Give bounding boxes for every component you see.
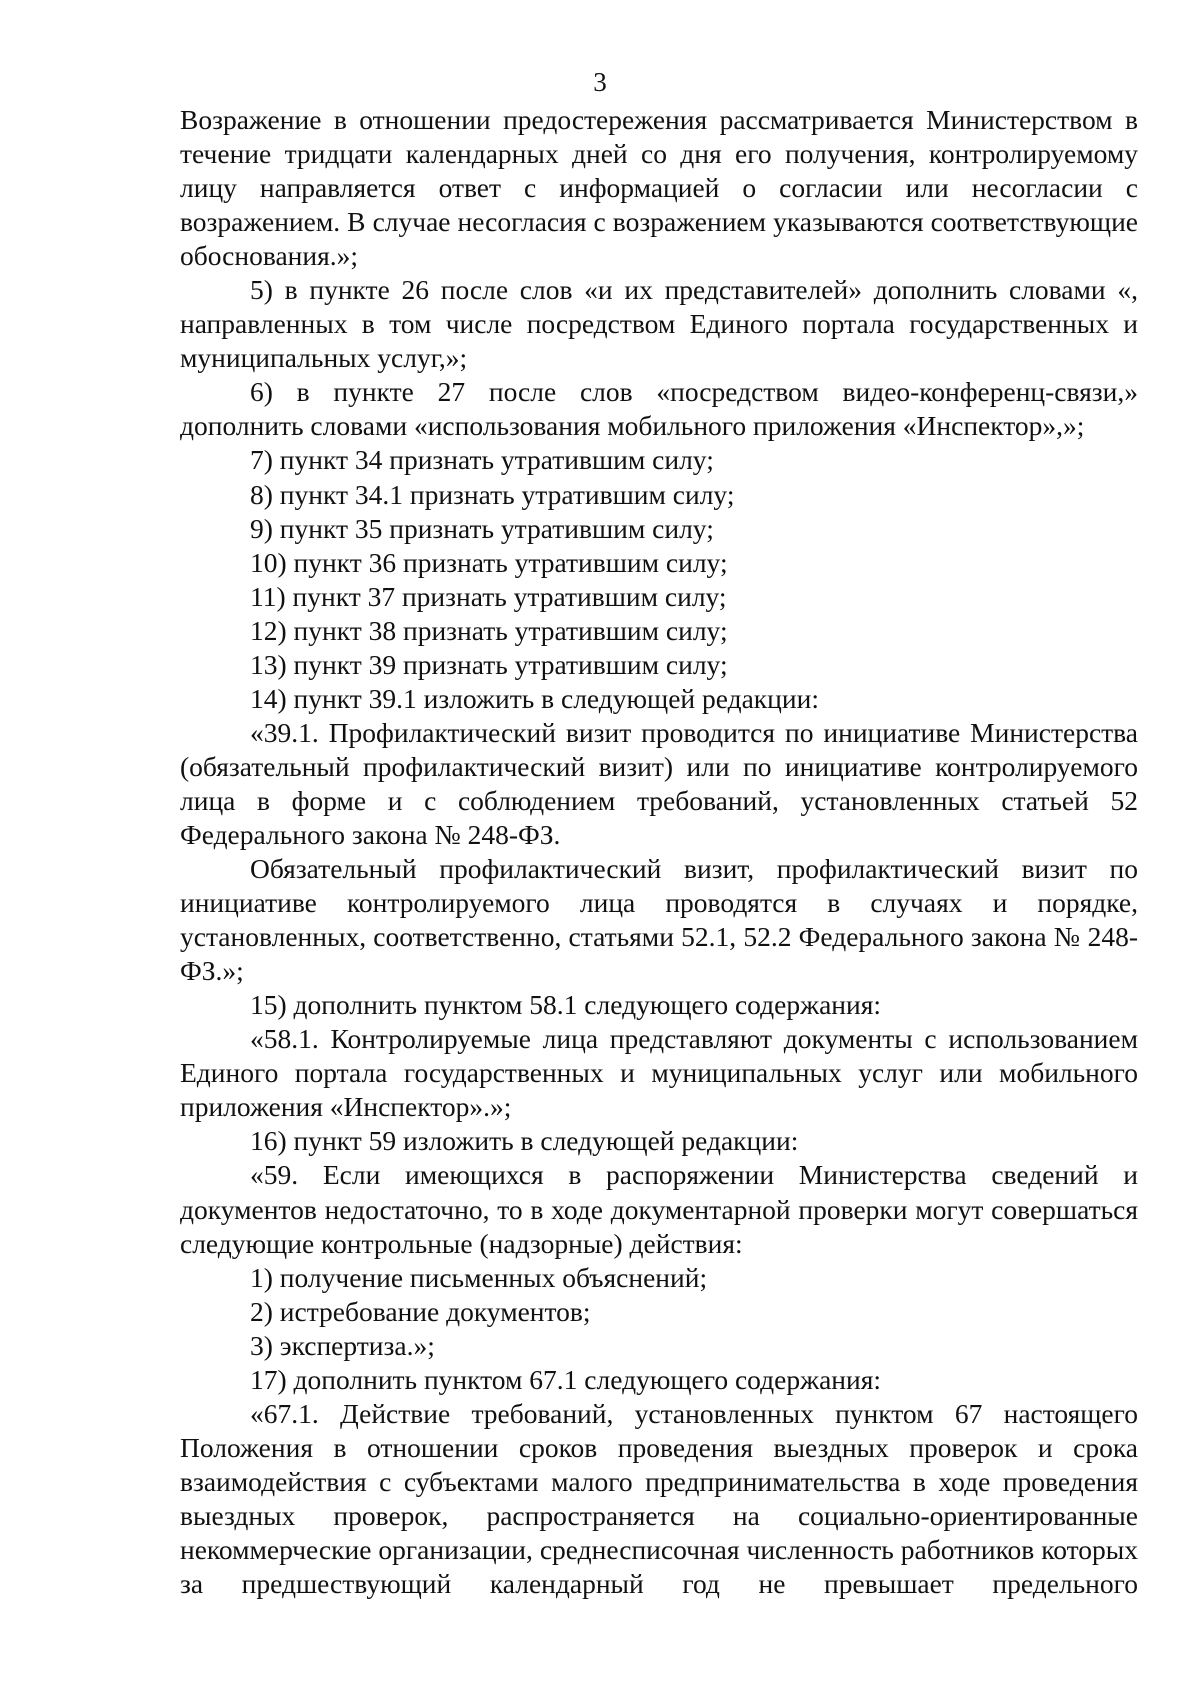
- document-body: [180, 103, 1138, 1601]
- paragraph-action-3: 3) экспертиза.»;: [250, 1329, 435, 1361]
- paragraph-mandatory-visit: Обязательный профилактический визит, профилактический визит по инициативе контролируемого лица проводятся в случаях и порядке, установленных, соответственно, статьями 52.1, 52.2 Федерального закона № 248-ФЗ.»;: [180, 853, 1138, 987]
- paragraph-item-7: 7) пункт 34 признать утратившим силу;: [250, 444, 714, 476]
- paragraph-item-6: 6) в пункте 27 после слов «посредством видео-конференц-связи,» дополнить словами «использования мобильного приложения «Инспектор»,»;: [180, 376, 1138, 442]
- paragraph-clause-67-1: «67.1. Действие требований, установленных пунктом 67 настоящего Положения в отношении сроков проведения выездных проверок и срока взаимодействия с субъектами малого предпринимательства в ходе проведения выездных проверок, распространяется на социально-ориентированные некоммерческие организации, среднесписочная численность работников которых за предшествующий календарный год не превышает предельного: [180, 1397, 1138, 1600]
- paragraph-objection-review: Возражение в отношении предостережения рассматривается Министерством в течение тридцати календарных дней со дня его получения, контролируемому лицу направляется ответ с информацией о согласии или несогласии с возражением. В случае несогласия с возражением указываются соответствующие обоснования.»;: [180, 104, 1138, 272]
- paragraph-item-13: 13) пункт 39 признать утратившим силу;: [250, 648, 728, 680]
- paragraph-item-17: 17) дополнить пунктом 67.1 следующего содержания:: [250, 1363, 882, 1395]
- paragraph-action-2: 2) истребование документов;: [250, 1295, 591, 1327]
- paragraph-item-14: 14) пункт 39.1 изложить в следующей редакции:: [250, 682, 819, 714]
- paragraph-item-12: 12) пункт 38 признать утратившим силу;: [250, 614, 728, 646]
- paragraph-item-5: 5) в пункте 26 после слов «и их представителей» дополнить словами «, направленных в том числе посредством Единого портала государственных и муниципальных услуг,»;: [180, 274, 1138, 374]
- paragraph-item-8: 8) пункт 34.1 признать утратившим силу;: [250, 478, 735, 510]
- paragraph-clause-58-1: «58.1. Контролируемые лица представляют документы с использованием Единого портала государственных и муниципальных услуг или мобильного приложения «Инспектор».»;: [180, 1023, 1138, 1123]
- paragraph-action-1: 1) получение письменных объяснений;: [250, 1261, 708, 1293]
- paragraph-item-11: 11) пункт 37 признать утратившим силу;: [250, 580, 727, 612]
- paragraph-clause-59: «59. Если имеющихся в распоряжении Министерства сведений и документов недостаточно, то в ходе документарной проверки могут совершаться следующие контрольные (надзорные) действия:: [180, 1159, 1138, 1259]
- paragraph-item-16: 16) пункт 59 изложить в следующей редакции:: [250, 1125, 799, 1157]
- paragraph-item-10: 10) пункт 36 признать утратившим силу;: [250, 546, 728, 578]
- paragraph-item-9: 9) пункт 35 признать утратившим силу;: [250, 512, 714, 544]
- page-number: 3: [593, 67, 607, 97]
- paragraph-item-15: 15) дополнить пунктом 58.1 следующего содержания:: [250, 989, 882, 1021]
- paragraph-clause-39-1: «39.1. Профилактический визит проводится по инициативе Министерства (обязательный профилактический визит) или по инициативе контролируемого лица в форме и с соблюдением требований, установленных статьей 52 Федерального закона № 248-ФЗ.: [180, 716, 1138, 850]
